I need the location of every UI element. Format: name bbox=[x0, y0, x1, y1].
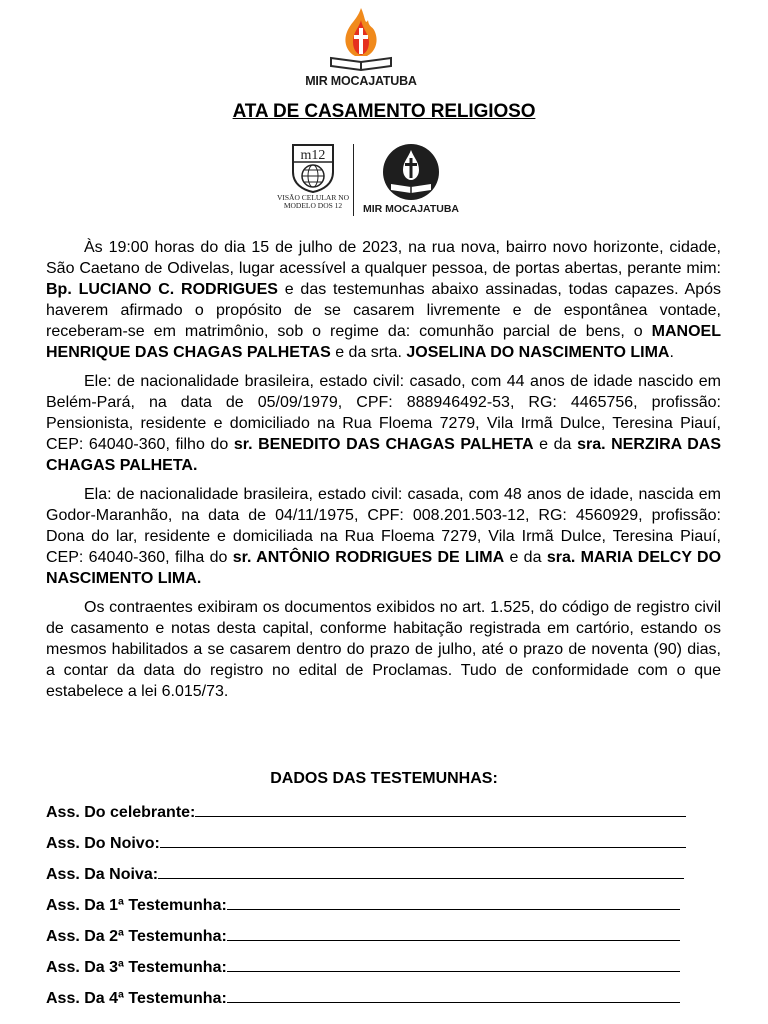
signature-line-1 bbox=[46, 802, 686, 822]
signature-line-3 bbox=[46, 864, 684, 884]
m12-caption: VISÃO CELULAR NO MODELO DOS 12 bbox=[276, 193, 350, 210]
signature-line-2 bbox=[46, 833, 686, 853]
text-run: Ela: de nacionalidade brasileira, estado civil: casada, com 48 anos de idade, nascida em Godor-Maranhão, na data de 04/11/1975, CPF: 008.201.503-12, RG: 4560929, profissão: Dona do lar, residente e domiciliada na Rua Floema 7279, Vila Irmã Dulce, Teresina Piauí, CEP: 64040-360, filha do bbox=[46, 486, 721, 566]
signature-label: Ass. Da 4ª Testemunha: bbox=[46, 990, 227, 1007]
church-logo-top bbox=[300, 6, 422, 92]
signature-line-7 bbox=[46, 988, 680, 1008]
text-run: Ele: de nacionalidade brasileira, estado civil: casado, com 44 anos de idade nascido em Belém-Pará, na data de 05/09/1979, CPF: 888946492-53, RG: 4465756, profissão: Pensionista, residente e domiciliado na Rua Floema 7279, Vila Irmã Dulce, Teresina Piauí, CEP: 64040-360, filho do bbox=[46, 373, 721, 453]
signature-blank[interactable] bbox=[158, 864, 684, 879]
bold-text: JOSELINA DO NASCIMENTO LIMA bbox=[406, 344, 670, 361]
text-run: Às 19:00 horas do dia 15 de julho de 2023, na rua nova, bairro novo horizonte, cidade, São Caetano de Odivelas, lugar acessível a qualquer pessoa, de portas abertas, perante mim: bbox=[46, 239, 721, 277]
document-body bbox=[46, 237, 721, 710]
signature-line-6 bbox=[46, 957, 680, 977]
logo-divider bbox=[353, 144, 354, 216]
text-run: . bbox=[669, 344, 674, 361]
flame-cross-book-icon bbox=[321, 6, 401, 74]
m12-globe-icon bbox=[273, 142, 353, 194]
witnesses-heading: DADOS DAS TESTEMUNHAS: bbox=[270, 770, 498, 787]
paragraph-2 bbox=[46, 371, 721, 476]
bold-text: sr. ANTÔNIO RODRIGUES DE LIMA bbox=[232, 549, 505, 566]
signature-label: Ass. Da Noiva: bbox=[46, 866, 159, 883]
bold-text: sra. MARIA DELCY DO NASCIMENTO LIMA. bbox=[46, 549, 722, 587]
bold-text: sra. NERZIRA DAS CHAGAS PALHETA. bbox=[46, 436, 722, 474]
text-run: e das testemunhas abaixo assinadas, todas capazes. Após haverem afirmado o propósito de se casarem livremente e de espontânea vontade, receberam-se em matrimônio, sob o regime da: comunhão parcial de bens, o bbox=[46, 281, 721, 340]
bold-text: MANOEL HENRIQUE DAS CHAGAS PALHETAS bbox=[46, 323, 721, 361]
signature-blank[interactable] bbox=[227, 988, 680, 1003]
signature-label: Ass. Da 2ª Testemunha: bbox=[46, 928, 227, 945]
signature-label: Ass. Da 3ª Testemunha: bbox=[46, 959, 227, 976]
signature-blank[interactable] bbox=[227, 926, 680, 941]
document-title: ATA DE CASAMENTO RELIGIOSO bbox=[232, 101, 536, 122]
paragraph-4 bbox=[46, 597, 721, 702]
m12-logo bbox=[273, 142, 353, 210]
text-run: e da bbox=[533, 436, 578, 453]
signature-blank[interactable] bbox=[160, 833, 686, 848]
mir-logo bbox=[361, 142, 461, 215]
signature-blank[interactable] bbox=[227, 895, 680, 910]
signature-blank[interactable] bbox=[195, 802, 686, 817]
signature-line-4 bbox=[46, 895, 680, 915]
logos-row bbox=[273, 142, 463, 218]
paragraph-1 bbox=[46, 237, 721, 363]
mir-caption: MIR MOCAJATUBA bbox=[362, 203, 460, 215]
paragraph-3 bbox=[46, 484, 721, 589]
signature-label: Ass. Da 1ª Testemunha: bbox=[46, 897, 227, 914]
bold-text: sr. BENEDITO DAS CHAGAS PALHETA bbox=[233, 436, 534, 453]
signature-label: Ass. Do Noivo: bbox=[46, 835, 160, 852]
bold-text: Bp. LUCIANO C. RODRIGUES bbox=[46, 281, 278, 298]
mir-emblem-icon bbox=[361, 142, 461, 202]
m12-text: m12 bbox=[300, 148, 326, 163]
signature-label: Ass. Do celebrante: bbox=[46, 804, 196, 821]
text-run: e da srta. bbox=[330, 344, 407, 361]
signature-line-5 bbox=[46, 926, 680, 946]
text-run: e da bbox=[504, 549, 547, 566]
signature-blank[interactable] bbox=[227, 957, 680, 972]
text-run: Os contraentes exibiram os documentos exibidos no art. 1.525, do código de registro civil de casamento e notas desta capital, conforme habitação registrada em cartório, estando os mesmos habilitados a se casarem dentro do prazo de julho, até o prazo de noventa (90) dias, a contar da data do registro no edital de Proclamas. Tudo de conformidade com o que estabelece a lei 6.015/73. bbox=[46, 599, 721, 700]
logo-text: MIR MOCAJATUBA bbox=[305, 74, 417, 88]
